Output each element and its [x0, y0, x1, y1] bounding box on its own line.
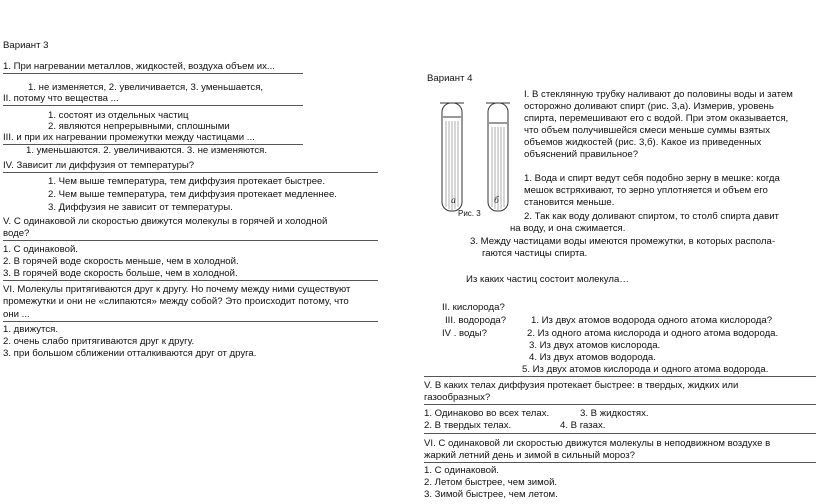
- question-5-line-2: воде?: [3, 228, 378, 241]
- r-question-6-line-2: жаркий летний день и зимой в сильный мороз?: [424, 450, 816, 463]
- r-question-1-option-2-line-1: 2. Так как воду доливают спиртом, то столб спирта давит: [524, 211, 779, 222]
- figure-label-a: а: [451, 195, 456, 206]
- r-question-6-option-2: 2. Летом быстрее, чем зимой.: [424, 477, 558, 488]
- test-tubes-figure: [430, 95, 520, 225]
- sub-question-ii: II. кислорода?: [442, 302, 505, 313]
- molecule-option-4: 4. Из двух атомов водорода.: [529, 352, 656, 363]
- figure-caption: Рис. 3: [458, 209, 481, 218]
- divider: [424, 433, 816, 434]
- question-3: III. и при их нагревании промежутки между частицами ...: [3, 132, 303, 145]
- question-5-line-1: V. С одинаковой ли скоростью движутся молекулы в горячей и холодной: [3, 216, 328, 227]
- question-3-options: 1. уменьшаются. 2. увеличиваются. 3. не изменяются.: [26, 145, 267, 156]
- r-question-1-option-3-line-1: 3. Между частицами воды имеются промежутки, в которых распола-: [470, 236, 776, 247]
- molecule-option-5: 5. Из двух атомов кислорода и одного атома водорода.: [424, 364, 816, 377]
- question-2: II. потому что вещества ...: [3, 93, 303, 106]
- r-question-1-line-5: объемов жидкостей (рис. 3,б). Какое из приведенных: [524, 137, 762, 148]
- question-6-option-2: 2. очень слабо притягиваются друг к другу.: [3, 336, 195, 347]
- r-question-5-line-2: газообразных?: [424, 392, 816, 405]
- variant-4-title: Вариант 4: [427, 73, 473, 84]
- question-2-option-1: 1. состоят из отдельных частиц: [48, 110, 189, 121]
- r-question-6-option-1: 1. С одинаковой.: [424, 465, 499, 476]
- molecule-option-3: 3. Из двух атомов кислорода.: [529, 340, 661, 351]
- question-5-option-2: 2. В горячей воде скорость меньше, чем в холодной.: [3, 256, 239, 267]
- question-2-option-2: 2. являются непрерывными, сплошными: [48, 121, 230, 132]
- question-6-line-1: VI. Молекулы притягиваются друг к другу. Но почему между ними существуют: [3, 284, 351, 295]
- r-question-1-option-1-line-3: становится меньше.: [524, 197, 615, 208]
- r-question-5-line-1: V. В каких телах диффузия протекает быстрее: в твердых, жидких или: [424, 380, 739, 391]
- r-question-1-option-1-line-1: 1. Вода и спирт ведут себя подобно зерну в мешке: когда: [524, 173, 780, 184]
- question-4-option-3: 3. Диффузия не зависит от температуры.: [48, 202, 233, 213]
- r-question-5-option-1: 1. Одинаково во всех телах.: [424, 408, 550, 419]
- question-6-line-2: промежутки и они не «слипаются» между собой? Это происходит потому, что: [3, 296, 349, 307]
- r-question-5-option-4: 4. В газах.: [560, 420, 606, 431]
- question-6-option-3: 3. при большом сближении отталкиваются друг от друга.: [3, 348, 257, 359]
- r-question-6-option-3: 3. Зимой быстрее, чем летом.: [424, 489, 558, 500]
- molecule-option-1: 1. Из двух атомов водорода одного атома кислорода?: [531, 315, 773, 326]
- question-1: 1. При нагревании металлов, жидкостей, воздуха объем их...: [3, 61, 303, 74]
- question-6-option-1: 1. движутся.: [3, 324, 58, 335]
- r-question-1-option-1-line-2: мешок встряхивают, то зерно уплотняется и объем его: [524, 185, 768, 196]
- r-question-1-line-4: что объем получившейся смеси меньше суммы взятых: [524, 125, 770, 136]
- question-5-option-1: 1. С одинаковой.: [3, 244, 78, 255]
- r-question-1-line-2: осторожно доливают спирт (рис. 3,а). Измерив, уровень: [524, 101, 774, 112]
- question-4-option-1: 1. Чем выше температура, тем диффузия протекает быстрее.: [48, 176, 326, 187]
- r-question-1-option-3-line-2: гаются частицы спирта.: [482, 248, 588, 259]
- sub-question-iii: III. водорода?: [445, 315, 507, 326]
- variant-3-title: Вариант 3: [3, 40, 49, 51]
- r-question-5-option-2: 2. В твердых телах.: [424, 420, 512, 431]
- figure-label-b: б: [494, 195, 499, 206]
- question-1-options: 1. не изменяется, 2. увеличивается, 3. уменьшается,: [28, 82, 264, 93]
- r-question-5-option-3: 3. В жидкостях.: [580, 408, 649, 419]
- r-question-6-line-1: VI. С одинаковой ли скоростью движутся молекулы в неподвижном воздухе в: [424, 438, 771, 449]
- r-question-1-line-6: объяснений правильное?: [524, 149, 639, 160]
- molecule-question: Из каких частиц состоит молекула…: [466, 274, 629, 285]
- question-6-line-3: они ...: [3, 309, 378, 322]
- r-question-1-line-1: I. В стеклянную трубку наливают до половины воды и затем: [524, 89, 793, 100]
- question-5-option-3: 3. В горячей воде скорость больше, чем в холодной.: [3, 268, 378, 281]
- question-4: IV. Зависит ли диффузия от температуры?: [3, 160, 378, 173]
- molecule-option-2: 2. Из одного атома кислорода и одного атома водорода.: [527, 328, 779, 339]
- r-question-1-line-3: спирта, перемешивают его с водой. При этом оказывается,: [524, 113, 789, 124]
- question-4-option-2: 2. Чем выше температура, тем диффузия протекает медленнее.: [48, 189, 337, 200]
- sub-question-iv: IV . воды?: [442, 328, 488, 339]
- r-question-1-option-2-line-2: на воду, и она сжимается.: [510, 223, 626, 234]
